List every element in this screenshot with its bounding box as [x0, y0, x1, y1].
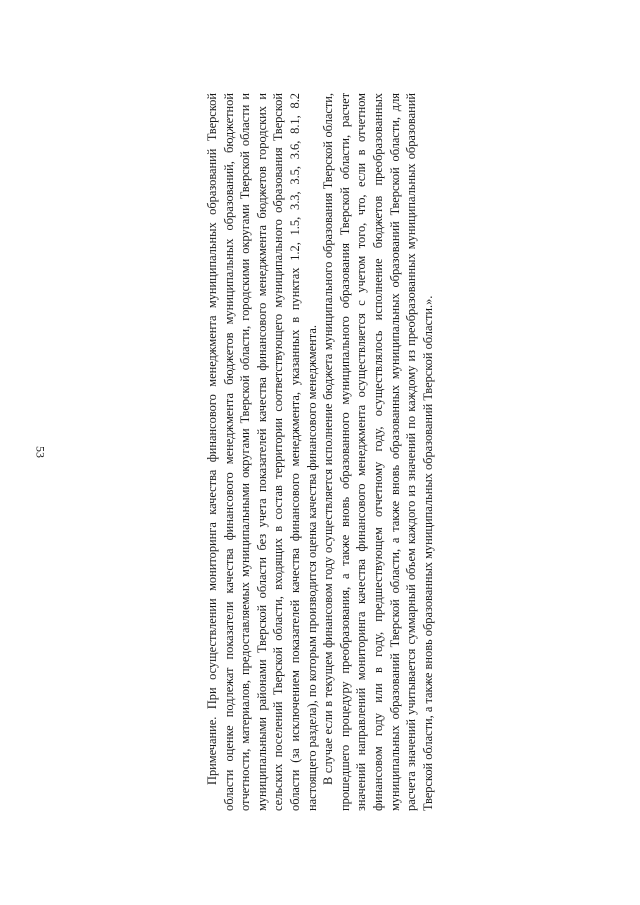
transformation-paragraph: В случае если в текущем финансовом году осуществляется исполнение бюджета муниципального образования Тверской области, прошедшего процедуру преобразования, а также вновь образованного муниципального образования Тверской области, расчет значений направлений мониторинга качества финансового менеджмента осуществляется с учетом того, что, если в отчетном финансовом году или в году, предшествующем отчетному году, осуществлялось исполнение бюджетов преобразованных муниципальных образований Тверской области, а также вновь образованных муниципальных образований Тверской области, для расчета значений учитывается суммарный объем каждого из значений по каждому из преобразованных муниципальных образований Тверской области, а также вновь образованных муниципальных образований Тверской области.».	[321, 93, 435, 811]
document-body	[204, 93, 436, 811]
page-number: 53	[33, 446, 48, 458]
note-paragraph: Примечание. При осуществлении мониторинга качества финансового менеджмента муниципальных образований Тверской области оценке подлежат показатели качества финансового менеджмента бюджетов муниципальных образований, бюджетной отчетности, материалов, предоставляемых муниципальными округами Тверской области, городскими округами Тверской области и муниципальными районами Тверской области без учета показателей качества финансового менеджмента бюджетов городских и сельских поселений Тверской области, входящих в состав территории соответствующего муниципального образования Тверской области (за исключением показателей качества финансового менеджмента, указанных в пунктах 1.2, 1.5, 3.3, 3.5, 3.6, 8.1, 8.2 настоящего раздела), по которым производится оценка качества финансового менеджмента.	[204, 93, 319, 811]
